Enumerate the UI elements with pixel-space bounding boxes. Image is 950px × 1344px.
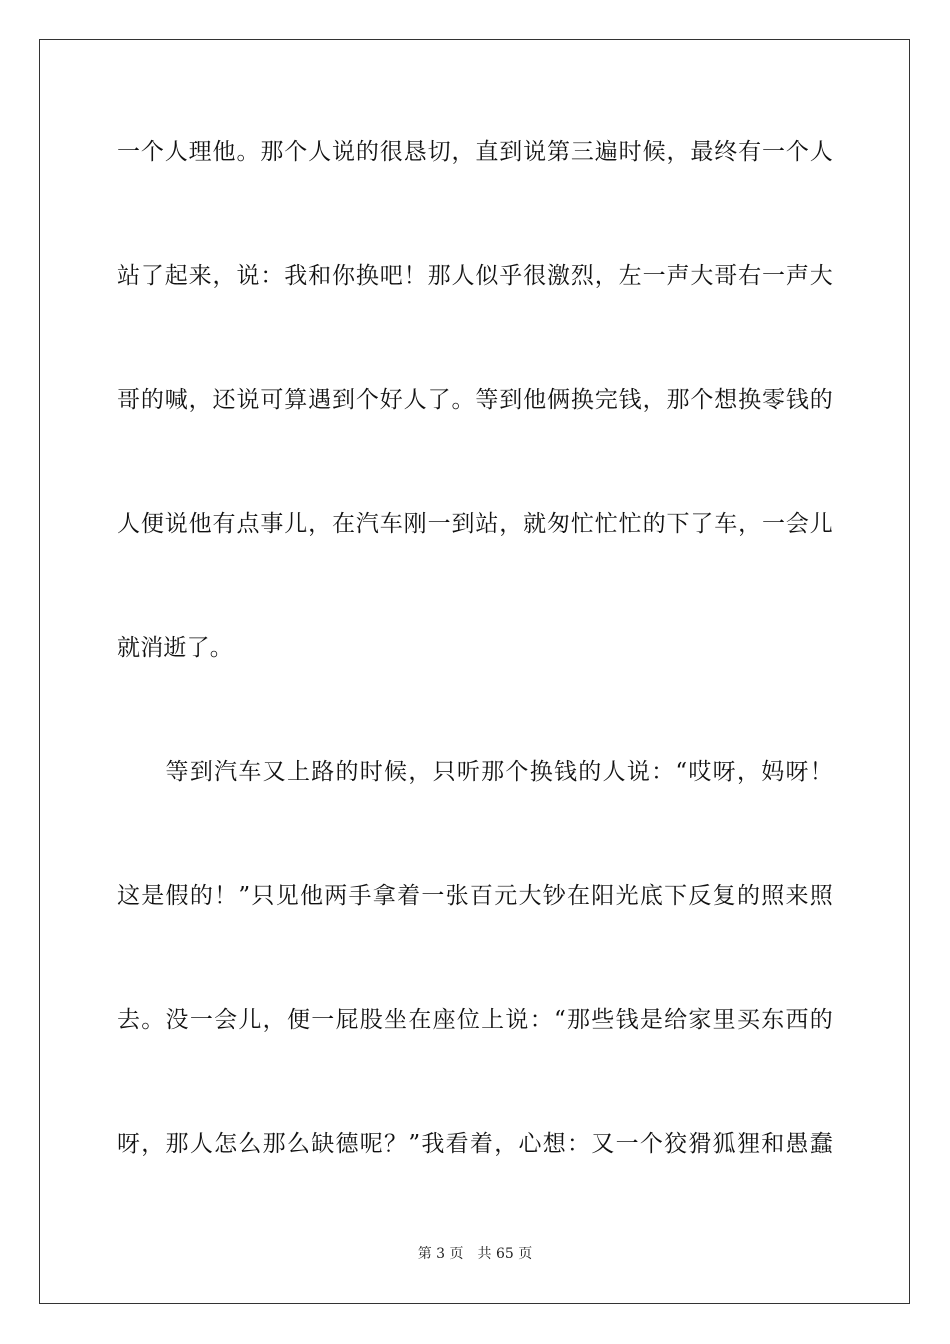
paragraph-line: 哥的喊，还说可算遇到个好人了。等到他俩换完钱，那个想换零钱的	[117, 387, 833, 413]
paragraph-line: 一个人理他。那个人说的很恳切，直到说第三遍时候，最终有一个人	[117, 139, 833, 165]
paragraph-line: 等到汽车又上路的时候，只听那个换钱的人说：“哎呀，妈呀！	[117, 759, 833, 785]
page-number-footer	[0, 1245, 950, 1263]
page-border	[39, 39, 910, 1304]
page-number-label: 第 3 页 共 65 页	[417, 1246, 533, 1262]
paragraph-line: 就消逝了。	[117, 635, 233, 661]
paragraph-line: 站了起来，说：我和你换吧！那人似乎很激烈，左一声大哥右一声大	[117, 263, 833, 289]
paragraph-line: 人便说他有点事儿，在汽车刚一到站，就匆忙忙忙的下了车，一会儿	[117, 511, 833, 537]
paragraph-line: 去。没一会儿，便一屁股坐在座位上说：“那些钱是给家里买东西的	[117, 1007, 833, 1033]
paragraph-line: 呀，那人怎么那么缺德呢？”我看着，心想：又一个狡猾狐狸和愚蠢	[117, 1131, 833, 1157]
paragraph-line: 这是假的！”只见他两手拿着一张百元大钞在阳光底下反复的照来照	[117, 883, 833, 909]
